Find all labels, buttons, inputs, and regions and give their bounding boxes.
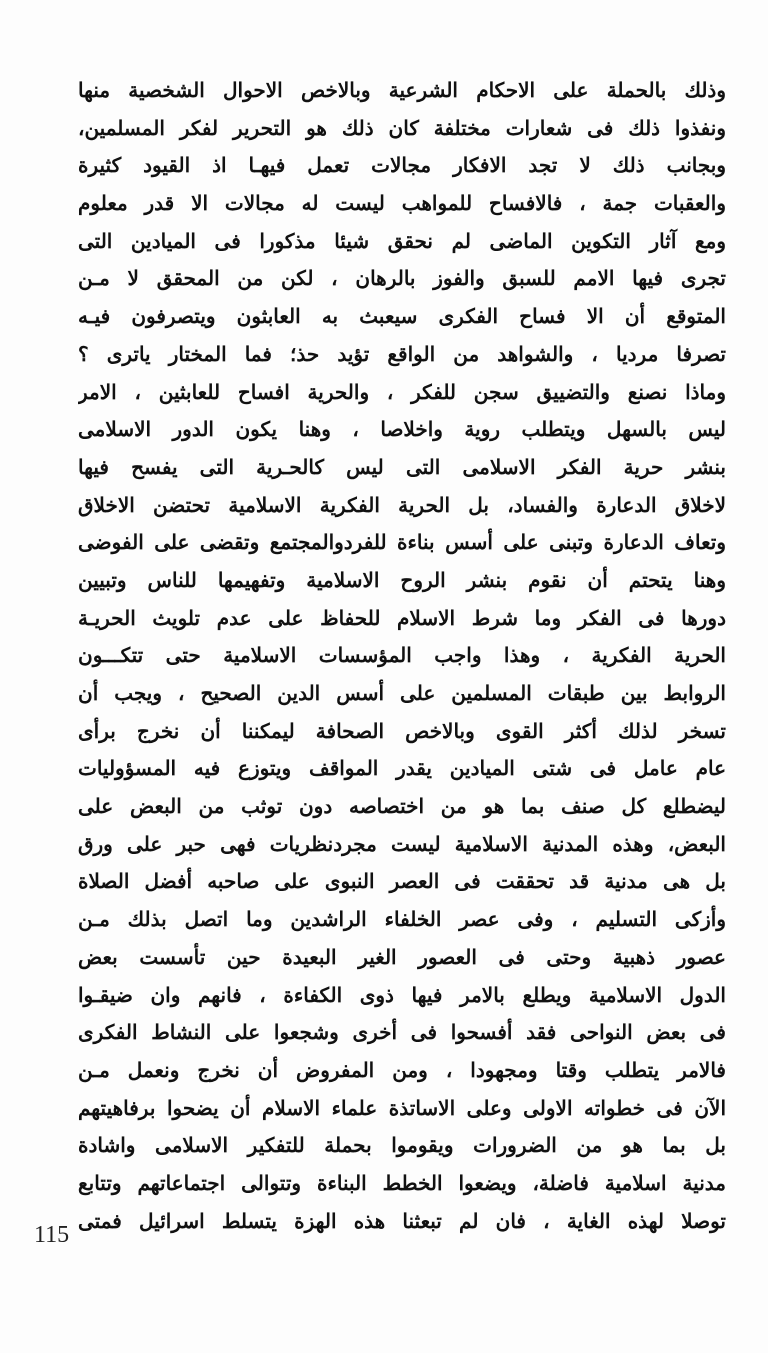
text-line: وهنا يتحتم أن نقوم بنشر الروح الاسلامية وتفهيمها للناس وتبيين	[78, 567, 726, 592]
text-line: وبجانب ذلك لا تجد الافكار مجالات تعمل فيهـا اذ القيود كثيرة	[78, 153, 726, 178]
text-line: فى بعض النواحى فقد أفسحوا فى أخرى وشجعوا على النشاط الفكرى	[78, 1020, 726, 1045]
text-line: ونفذوا ذلك فى شعارات مختلفة كان ذلك هو التحرير لفكر المسلمين،	[78, 115, 726, 140]
text-line: وأزكى التسليم ، وفى عصر الخلفاء الراشدين وما اتصل بذلك مـن	[78, 907, 726, 932]
text-line: تجرى فيها الامم للسبق والفوز بالرهان ، لكن من المحقق لا مـن	[78, 266, 726, 291]
text-line: مدنية اسلامية فاضلة، ويضعوا الخطط البناءة وتتوالى اجتماعاتهم وتتابع	[78, 1170, 726, 1195]
text-line: عصور ذهبية وحتى فى العصور الغير البعيدة حين تأسست بعض	[78, 944, 726, 969]
text-line: الحرية الفكرية ، وهذا واجب المؤسسات الاسلامية حتى تتكـــون	[78, 643, 726, 668]
text-line: المتوقع أن الا فساح الفكرى سيعبث به العابثون ويتصرفون فيـه	[78, 304, 726, 329]
text-line: تصرفا مرديا ، والشواهد من الواقع تؤيد حذ؛ فما المختار ياترى ؟	[78, 341, 726, 366]
text-line: الآن فى خطواته الاولى وعلى الاساتذة علماء الاسلام أن يضحوا برفاهيتهم	[78, 1095, 726, 1120]
text-line: وتعاف الدعارة وتبنى على أسس بناءة للفردوالمجتمع وتقضى على الفوضى	[78, 530, 726, 555]
text-line: بل بما هو من الضرورات ويقوموا بحملة للتفكير الاسلامى واشادة	[78, 1133, 726, 1158]
text-line: البعض، وهذه المدنية الاسلامية ليست مجردنظريات فهى حبر على ورق	[78, 831, 726, 856]
text-line: بنشر حرية الفكر الاسلامى التى ليس كالحـرية التى يفسح فيها	[78, 454, 726, 479]
text-line: دورها فى الفكر وما شرط الاسلام للحفاظ على عدم تلويث الحريـة	[78, 605, 726, 630]
text-line: الروابط بين طبقات المسلمين على أسس الدين الصحيح ، ويجب أن	[78, 681, 726, 705]
text-line: والعقبات جمة ، فالافساح للمواهب ليست له مجالات الا قدر معلوم	[78, 191, 726, 216]
text-line: وذلك بالحملة على الاحكام الشرعية وبالاخص الاحوال الشخصية منها	[78, 78, 726, 102]
body-text	[78, 72, 726, 1240]
text-line: وماذا نصنع والتضييق سجن للفكر ، والحرية افساح للعابثين ، الامر	[78, 379, 726, 404]
text-line: ليضطلع كل صنف بما هو من اختصاصه دون توثب من البعض على	[78, 794, 726, 819]
page-number: 115	[34, 1222, 70, 1248]
text-line: فالامر يتطلب وقتا ومجهودا ، ومن المفروض أن نخرج ونعمل مـن	[78, 1057, 726, 1082]
text-line: بل هى مدنية قد تحققت فى العصر النبوى على صاحبه أفضل الصلاة	[78, 869, 726, 894]
text-line: ليس بالسهل ويتطلب روية واخلاصا ، وهنا يكون الدور الاسلامى	[78, 417, 726, 442]
text-line: توصلا لهذه الغاية ، فان لم تبعثنا هذه الهزة يتسلط اسرائيل فمتى	[78, 1208, 726, 1233]
text-line: تسخر لذلك أكثر القوى وبالاخص الصحافة ليمكننا أن نخرج برأى	[78, 718, 726, 743]
text-line: الدول الاسلامية ويطلع بالامر فيها ذوى الكفاءة ، فانهم وان ضيقـوا	[78, 982, 726, 1007]
text-line: عام عامل فى شتى الميادين يقدر المواقف ويتوزع فيه المسؤوليات	[78, 756, 726, 781]
text-line: ومع آثار التكوين الماضى لم نحقق شيئا مذكورا فى الميادين التى	[78, 228, 726, 253]
text-line: لاخلاق الدعارة والفساد، بل الحرية الفكرية الاسلامية تحتضن الاخلاق	[78, 492, 726, 517]
